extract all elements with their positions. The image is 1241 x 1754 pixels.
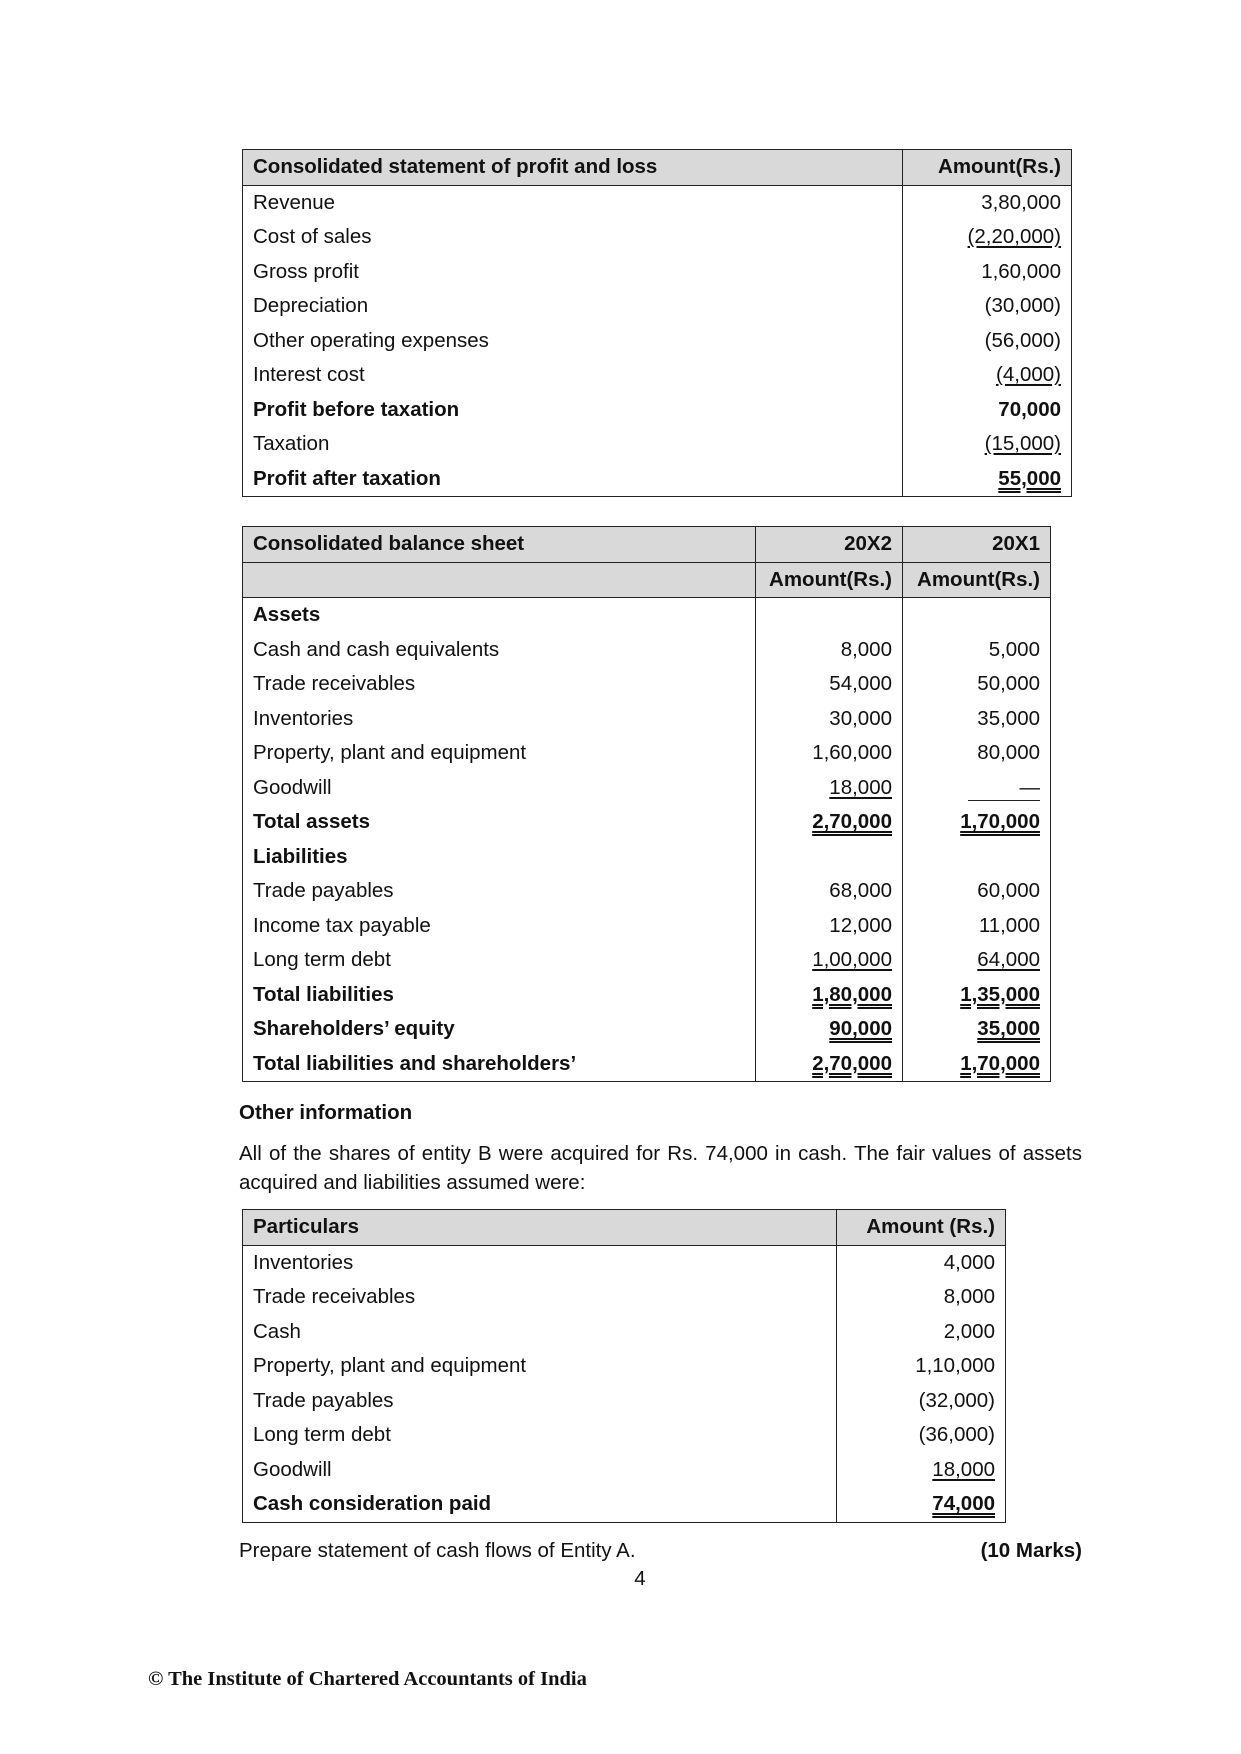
table-row: [243, 427, 1072, 462]
table-row: [243, 1418, 1006, 1453]
row-amount-text: 1,10,000: [915, 1354, 995, 1377]
row-amount-20x2-text: 18,000: [829, 775, 892, 799]
row-label-text: Gross profit: [253, 259, 359, 283]
row-amount-20x1: [903, 736, 1051, 771]
profit-and-loss-table: [242, 149, 1072, 497]
row-label-text: Inventories: [253, 706, 354, 730]
row-amount-20x1: [903, 1047, 1051, 1082]
row-amount-text: (4,000): [996, 363, 1061, 386]
table-row: [243, 978, 1051, 1013]
row-amount-text: 1,60,000: [981, 259, 1061, 283]
row-label-text: Trade receivables: [253, 1285, 416, 1308]
row-label-text: Long term debt: [253, 1423, 391, 1446]
row-amount-20x1-text: 5,000: [988, 637, 1040, 661]
table-row: [243, 1384, 1006, 1419]
row-amount-20x2: [756, 633, 903, 668]
bs-subheader-amount-20x2: Amount(Rs.): [756, 562, 903, 598]
row-label: [243, 736, 756, 771]
table-row: [243, 840, 1051, 875]
table-row: [243, 1012, 1051, 1047]
other-information-heading: Other information: [239, 1101, 413, 1124]
table-row: [243, 667, 1051, 702]
table-row: [243, 1245, 1006, 1280]
fv-header-amount: Amount (Rs.): [837, 1210, 1006, 1246]
row-label-text: Total liabilities and shareholders’: [253, 1051, 577, 1075]
row-label-text: Total liabilities: [253, 982, 394, 1006]
row-label: [243, 633, 756, 668]
bs-header-year-20x2: 20X2: [756, 527, 903, 563]
row-label: [243, 1349, 837, 1384]
other-information-paragraph: All of the shares of entity B were acquired for Rs. 74,000 in cash. The fair values of assets acquired and liabilities assumed were:: [239, 1142, 1082, 1194]
row-amount-20x1-text: 1,35,000: [960, 982, 1040, 1006]
row-label: [243, 324, 903, 359]
row-amount-20x1-text: 80,000: [977, 741, 1040, 764]
table-row: [243, 358, 1072, 393]
row-amount-20x1: [903, 667, 1051, 702]
row-label: [243, 1418, 837, 1453]
row-amount-text: (2,20,000): [967, 225, 1061, 248]
table-row: [243, 805, 1051, 840]
row-amount-20x2-text: 1,00,000: [812, 948, 892, 971]
row-label: [243, 427, 903, 462]
row-amount-20x1-text: 11,000: [978, 913, 1040, 937]
row-amount-20x2: [756, 978, 903, 1013]
row-label: [243, 805, 756, 840]
row-amount-20x2-text: 30,000: [829, 706, 892, 730]
row-amount-20x1-text: 35,000: [977, 1017, 1040, 1040]
row-label-text: Cost of sales: [253, 225, 372, 248]
row-amount: [903, 185, 1072, 220]
row-amount: [903, 220, 1072, 255]
row-label-text: Inventories: [253, 1250, 354, 1274]
row-amount-20x2: [756, 667, 903, 702]
row-label: [243, 358, 903, 393]
row-amount-20x2-text: 1,60,000: [812, 741, 892, 764]
row-amount-20x1-text: —: [968, 776, 1040, 801]
row-label: [243, 185, 903, 220]
row-label-text: Property, plant and equipment: [253, 1354, 527, 1377]
table-row: [243, 702, 1051, 737]
row-amount: [837, 1418, 1006, 1453]
bs-subheader-amount-20x1: Amount(Rs.): [903, 562, 1051, 598]
fv-header-label: Particulars: [243, 1210, 837, 1246]
row-label: [243, 255, 903, 290]
table-row: [243, 943, 1051, 978]
row-label: [243, 667, 756, 702]
row-label-text: Taxation: [253, 432, 330, 455]
row-amount-20x1-text: 60,000: [977, 879, 1040, 902]
row-amount-text: 8,000: [943, 1285, 995, 1308]
row-label: [243, 1047, 756, 1082]
row-label: [243, 1245, 837, 1280]
row-label-text: Total assets: [253, 810, 370, 833]
row-amount: [837, 1245, 1006, 1280]
row-amount-20x1: [903, 840, 1051, 875]
row-amount: [837, 1453, 1006, 1488]
row-amount: [837, 1384, 1006, 1419]
row-label: [243, 909, 756, 944]
table-subheader-row: [243, 562, 1051, 598]
row-amount-20x2-text: 12,000: [829, 913, 892, 937]
table-row: [243, 598, 1051, 633]
row-label-text: Assets: [253, 603, 321, 626]
row-label-text: Trade payables: [253, 879, 394, 902]
row-amount-20x1-text: 1,70,000: [960, 810, 1040, 833]
row-label-text: Goodwill: [253, 1457, 332, 1481]
row-amount-text: (15,000): [984, 432, 1061, 455]
row-label: [243, 1315, 837, 1350]
row-label: [243, 978, 756, 1013]
row-label-text: Profit before taxation: [253, 397, 460, 421]
table-row: [243, 393, 1072, 428]
row-label-text: Revenue: [253, 190, 336, 214]
row-amount-20x2: [756, 702, 903, 737]
fair-values-table: [242, 1209, 1006, 1523]
row-label: [243, 840, 756, 875]
table-row: [243, 874, 1051, 909]
row-amount-20x1: [903, 805, 1051, 840]
row-amount-20x1: [903, 874, 1051, 909]
row-amount: [903, 358, 1072, 393]
row-amount-20x2: [756, 909, 903, 944]
row-label-text: Cash consideration paid: [253, 1492, 492, 1515]
row-amount-20x1-text: 50,000: [977, 672, 1040, 695]
table-row: [243, 1280, 1006, 1315]
row-amount: [903, 289, 1072, 324]
row-label: [243, 1280, 837, 1315]
row-amount-text: (30,000): [984, 294, 1061, 317]
row-amount-text: 2,000: [943, 1319, 995, 1343]
question-text: Prepare statement of cash flows of Entity A.: [239, 1539, 636, 1562]
row-amount-20x2: [756, 874, 903, 909]
row-amount-20x2-text: 68,000: [829, 879, 892, 902]
row-label-text: Long term debt: [253, 948, 391, 971]
balance-sheet-table: [242, 526, 1051, 1082]
row-amount-20x2: [756, 598, 903, 633]
row-amount: [837, 1349, 1006, 1384]
row-label: [243, 393, 903, 428]
row-amount-20x2: [756, 1012, 903, 1047]
row-amount-20x1: [903, 978, 1051, 1013]
table-row: [243, 220, 1072, 255]
table-row: [243, 736, 1051, 771]
row-label-text: Trade payables: [253, 1388, 394, 1412]
table-header-row: [243, 1210, 1006, 1246]
row-label-text: Income tax payable: [253, 913, 431, 937]
row-label: [243, 598, 756, 633]
row-amount: [837, 1315, 1006, 1350]
row-label: [243, 1453, 837, 1488]
row-amount-20x1: [903, 598, 1051, 633]
table-row: [243, 771, 1051, 806]
row-label-text: Depreciation: [253, 294, 369, 317]
row-amount-20x1-text: 35,000: [977, 706, 1040, 730]
row-amount-text: 18,000: [932, 1457, 995, 1481]
table-row: [243, 255, 1072, 290]
row-label-text: Interest cost: [253, 363, 365, 386]
row-label: [243, 771, 756, 806]
row-label-text: Property, plant and equipment: [253, 741, 527, 764]
table-header-row: [243, 527, 1051, 563]
row-amount-20x2: [756, 736, 903, 771]
row-amount: [837, 1280, 1006, 1315]
table-row: [243, 1453, 1006, 1488]
row-amount-20x1: [903, 1012, 1051, 1047]
row-amount-20x2: [756, 771, 903, 806]
row-amount: [903, 462, 1072, 497]
table-header-row: [243, 150, 1072, 186]
table-row: [243, 633, 1051, 668]
table-row: [243, 909, 1051, 944]
row-amount-20x2-text: 1,80,000: [812, 982, 892, 1006]
row-amount-20x2: [756, 943, 903, 978]
row-label-text: Goodwill: [253, 775, 332, 799]
row-label-text: Profit after taxation: [253, 466, 441, 490]
bs-subheader-label: [243, 562, 756, 598]
page-number: 4: [634, 1567, 646, 1590]
row-amount-20x2: [756, 805, 903, 840]
row-amount: [903, 255, 1072, 290]
row-amount-20x1-text: 64,000: [977, 948, 1040, 971]
row-label-text: Shareholders’ equity: [253, 1017, 455, 1040]
row-amount-20x1: [903, 771, 1051, 806]
row-label: [243, 220, 903, 255]
row-amount-20x1: [903, 943, 1051, 978]
table-row: [243, 1487, 1006, 1522]
table-row: [243, 1315, 1006, 1350]
row-label: [243, 289, 903, 324]
row-amount-20x1: [903, 909, 1051, 944]
table-row: [243, 185, 1072, 220]
row-label: [243, 943, 756, 978]
copyright-footer: © The Institute of Chartered Accountants of India: [148, 1668, 587, 1690]
row-label: [243, 1384, 837, 1419]
row-amount-20x2-text: 2,70,000: [812, 810, 892, 833]
row-amount-text: 4,000: [943, 1250, 995, 1274]
row-amount-text: 55,000: [998, 466, 1061, 490]
row-amount-20x1-text: 1,70,000: [960, 1051, 1040, 1075]
row-amount: [837, 1487, 1006, 1522]
row-amount-text: (36,000): [918, 1423, 995, 1446]
row-amount: [903, 393, 1072, 428]
row-amount: [903, 427, 1072, 462]
row-amount-20x2-text: 54,000: [829, 672, 892, 695]
row-amount-20x2-text: 90,000: [829, 1017, 892, 1040]
row-label: [243, 1012, 756, 1047]
row-label-text: Cash and cash equivalents: [253, 637, 500, 661]
row-label: [243, 702, 756, 737]
row-amount-20x2: [756, 840, 903, 875]
row-amount: [903, 324, 1072, 359]
bs-header-year-20x1: 20X1: [903, 527, 1051, 563]
table-row: [243, 462, 1072, 497]
row-amount-text: 74,000: [932, 1492, 995, 1515]
pl-header-amount: Amount(Rs.): [903, 150, 1072, 186]
table-row: [243, 324, 1072, 359]
row-amount-20x2-text: 2,70,000: [812, 1051, 892, 1075]
row-amount-text: 3,80,000: [981, 190, 1061, 214]
table-row: [243, 1349, 1006, 1384]
row-label-text: Cash: [253, 1319, 301, 1343]
row-amount-text: (32,000): [918, 1388, 995, 1412]
row-amount-20x2-text: 8,000: [840, 637, 892, 661]
row-label: [243, 462, 903, 497]
row-label: [243, 874, 756, 909]
row-amount-text: (56,000): [984, 328, 1061, 352]
row-amount-text: 70,000: [998, 397, 1061, 421]
row-label: [243, 1487, 837, 1522]
pl-header-label: Consolidated statement of profit and loss: [243, 150, 903, 186]
table-row: [243, 289, 1072, 324]
table-row: [243, 1047, 1051, 1082]
row-label-text: Trade receivables: [253, 672, 416, 695]
row-amount-20x1: [903, 702, 1051, 737]
marks-label: (10 Marks): [980, 1539, 1082, 1562]
bs-header-label: Consolidated balance sheet: [243, 527, 756, 563]
row-amount-20x1: [903, 633, 1051, 668]
row-amount-20x2: [756, 1047, 903, 1082]
row-label-text: Other operating expenses: [253, 328, 489, 352]
row-label-text: Liabilities: [253, 844, 348, 868]
